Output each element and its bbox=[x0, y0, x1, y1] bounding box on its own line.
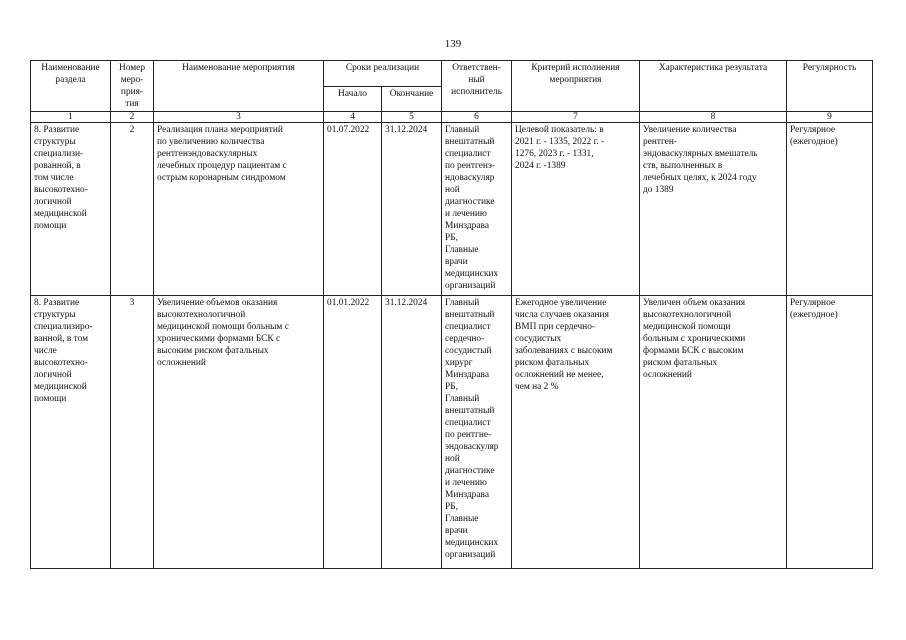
header-regularity: Регулярность bbox=[787, 61, 873, 112]
cell-number: 2 bbox=[111, 123, 154, 296]
cell-start-date: 01.01.2022 bbox=[324, 296, 382, 569]
column-number: 7 bbox=[512, 112, 640, 123]
header-implementation-period: Сроки реализации bbox=[324, 61, 442, 87]
cell-criterion: Ежегодное увеличение числа случаев оказания ВМП при сердечно- сосудистых заболеваниях с высоким риском фатальных осложнений не менее, чем на 2 % bbox=[512, 296, 640, 569]
column-number: 8 bbox=[640, 112, 787, 123]
table-row bbox=[31, 123, 873, 296]
cell-end-date: 31.12.2024 bbox=[382, 296, 442, 569]
column-number: 2 bbox=[111, 112, 154, 123]
cell-section: 8. Развитие структуры специализи- рованной, в том числе высокотехно- логичной медицинской помощи bbox=[31, 123, 111, 296]
cell-measure-name: Увеличение объемов оказания высокотехнологичной медицинской помощи больным с хроническими формами БСК с высоким риском фатальных осложнений bbox=[154, 296, 324, 569]
column-number: 3 bbox=[154, 112, 324, 123]
cell-result: Увеличение количества рентген- эндоваскулярных вмешатель ств, выполненных в лечебных целях, к 2024 году до 1389 bbox=[640, 123, 787, 296]
column-number: 9 bbox=[787, 112, 873, 123]
cell-number: 3 bbox=[111, 296, 154, 569]
cell-result: Увеличен объем оказания высокотехнологичной медицинской помощи больным с хроническими формами БСК с высоким риском фатальных осложнений bbox=[640, 296, 787, 569]
header-measure-number: Номер меро- прия- тия bbox=[111, 61, 154, 112]
cell-regularity: Регулярное (ежегодное) bbox=[787, 296, 873, 569]
page-number: 139 bbox=[444, 38, 462, 50]
header-section-name: Наименование раздела bbox=[31, 61, 111, 112]
cell-end-date: 31.12.2024 bbox=[382, 123, 442, 296]
column-numbers-row bbox=[31, 112, 873, 123]
header-result: Характеристика результата bbox=[640, 61, 787, 112]
header-end: Окончание bbox=[382, 86, 442, 112]
cell-section: 8. Развитие структуры специализиро- ванной, в том числе высокотехно- логичной медицинской помощи bbox=[31, 296, 111, 569]
column-number: 5 bbox=[382, 112, 442, 123]
cell-responsible: Главный внештатный специалист по рентгенэ- ндоваскуляр ной диагностике и лечению Минздрава РБ, Главные врачи медицинских организаций bbox=[442, 123, 512, 296]
cell-start-date: 01.07.2022 bbox=[324, 123, 382, 296]
plan-table bbox=[30, 60, 873, 569]
header-responsible: Ответствен- ный исполнитель bbox=[442, 61, 512, 112]
cell-measure-name: Реализация плана мероприятий по увеличению количества рентгенэндоваскулярных лечебных процедур пациентам с острым коронарным синдромом bbox=[154, 123, 324, 296]
header-criterion: Критерий исполнения мероприятия bbox=[512, 61, 640, 112]
column-number: 4 bbox=[324, 112, 382, 123]
column-number: 6 bbox=[442, 112, 512, 123]
table-header-row bbox=[31, 61, 873, 87]
header-measure-name: Наименование мероприятия bbox=[154, 61, 324, 112]
cell-responsible: Главный внештатный специалист сердечно- сосудистый хирург Минздрава РБ, Главный внештатный специалист по рентгне- эндоваскуляр ной диагностике и лечению Минздрава РБ, Главные врачи медицинских организаций bbox=[442, 296, 512, 569]
cell-regularity: Регулярное (ежегодное) bbox=[787, 123, 873, 296]
header-start: Начало bbox=[324, 86, 382, 112]
table-row bbox=[31, 296, 873, 569]
column-number: 1 bbox=[31, 112, 111, 123]
cell-criterion: Целевой показатель: в 2021 г. - 1335, 2022 г. - 1276, 2023 г. - 1331, 2024 г. -1389 bbox=[512, 123, 640, 296]
